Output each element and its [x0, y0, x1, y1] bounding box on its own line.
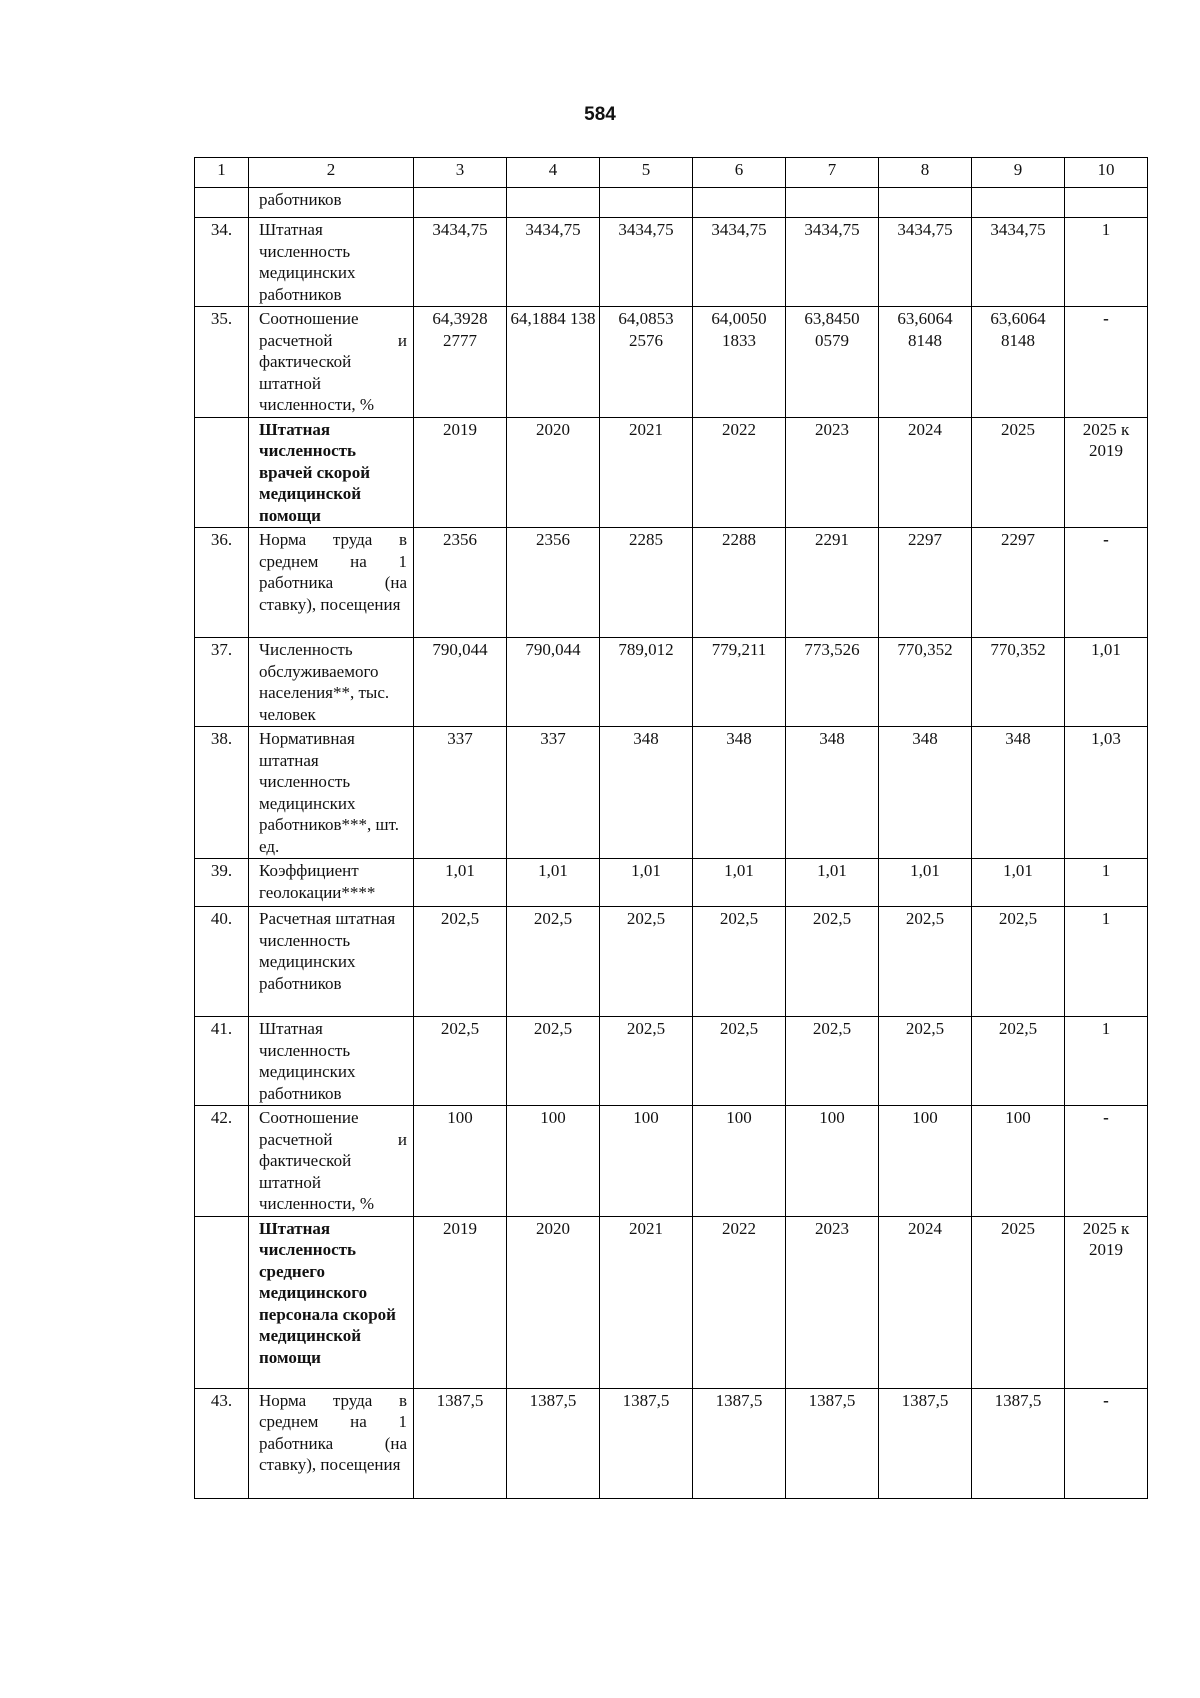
- value-cell: [972, 188, 1065, 218]
- column-number: 5: [600, 158, 693, 188]
- value-cell: 64,0050 1833: [693, 307, 786, 418]
- value-cell: 63,8450 0579: [786, 307, 879, 418]
- data-table: [194, 157, 1148, 1499]
- value-cell: 100: [507, 1106, 600, 1217]
- value-cell: 202,5: [693, 907, 786, 1017]
- value-cell: 2023: [786, 1216, 879, 1388]
- row-number: [195, 1216, 249, 1388]
- row-label: Штатная численность медицинских работников: [249, 1017, 414, 1106]
- ratio-cell: 2025 к 2019: [1065, 417, 1148, 528]
- value-cell: 2024: [879, 417, 972, 528]
- ratio-cell: 1: [1065, 1017, 1148, 1106]
- column-number: 4: [507, 158, 600, 188]
- value-cell: 1,01: [879, 859, 972, 907]
- column-number-header-row: [195, 158, 1148, 188]
- value-cell: 3434,75: [414, 218, 507, 307]
- value-cell: 1,01: [507, 859, 600, 907]
- value-cell: 202,5: [693, 1017, 786, 1106]
- row-label: Штатная численность среднего медицинского персонала скорой медицинской помощи: [249, 1216, 414, 1388]
- value-cell: 1387,5: [693, 1388, 786, 1498]
- row-label: Норма труда в среднем на 1 работника (на ставку), посещения: [249, 528, 414, 638]
- value-cell: 202,5: [879, 1017, 972, 1106]
- row-number: 36.: [195, 528, 249, 638]
- value-cell: 1,01: [972, 859, 1065, 907]
- table-row: [195, 1388, 1148, 1498]
- value-cell: 202,5: [414, 907, 507, 1017]
- row-label: работников: [249, 188, 414, 218]
- value-cell: 64,1884 138: [507, 307, 600, 418]
- row-number: 34.: [195, 218, 249, 307]
- value-cell: 63,6064 8148: [879, 307, 972, 418]
- value-cell: 1387,5: [879, 1388, 972, 1498]
- row-label: Коэффициент геолокации****: [249, 859, 414, 907]
- value-cell: 100: [600, 1106, 693, 1217]
- table-row: [195, 188, 1148, 218]
- ratio-cell: [1065, 188, 1148, 218]
- value-cell: 779,211: [693, 638, 786, 727]
- value-cell: 202,5: [972, 1017, 1065, 1106]
- table-row: [195, 307, 1148, 418]
- value-cell: 790,044: [414, 638, 507, 727]
- value-cell: 100: [414, 1106, 507, 1217]
- value-cell: 3434,75: [972, 218, 1065, 307]
- column-number: 9: [972, 158, 1065, 188]
- section-header-row: [195, 1216, 1148, 1388]
- value-cell: 202,5: [600, 1017, 693, 1106]
- value-cell: 1387,5: [507, 1388, 600, 1498]
- table-row: [195, 727, 1148, 859]
- row-number: 35.: [195, 307, 249, 418]
- ratio-cell: -: [1065, 528, 1148, 638]
- column-number: 3: [414, 158, 507, 188]
- value-cell: 1,01: [786, 859, 879, 907]
- table-row: [195, 638, 1148, 727]
- column-number: 2: [249, 158, 414, 188]
- value-cell: [600, 188, 693, 218]
- value-cell: 63,6064 8148: [972, 307, 1065, 418]
- value-cell: 1,01: [600, 859, 693, 907]
- ratio-cell: -: [1065, 1388, 1148, 1498]
- value-cell: 100: [693, 1106, 786, 1217]
- value-cell: 2288: [693, 528, 786, 638]
- value-cell: [507, 188, 600, 218]
- value-cell: 337: [507, 727, 600, 859]
- value-cell: 348: [693, 727, 786, 859]
- value-cell: 770,352: [972, 638, 1065, 727]
- column-number: 6: [693, 158, 786, 188]
- table-row: [195, 218, 1148, 307]
- row-label: Расчетная штатная численность медицинских работников: [249, 907, 414, 1017]
- value-cell: 3434,75: [879, 218, 972, 307]
- value-cell: 348: [600, 727, 693, 859]
- table-row: [195, 1017, 1148, 1106]
- ratio-cell: -: [1065, 307, 1148, 418]
- value-cell: 2019: [414, 417, 507, 528]
- value-cell: 2285: [600, 528, 693, 638]
- row-label: Нормативная штатная численность медицинских работников***, шт. ед.: [249, 727, 414, 859]
- value-cell: 1,01: [414, 859, 507, 907]
- value-cell: 1387,5: [414, 1388, 507, 1498]
- value-cell: 2023: [786, 417, 879, 528]
- value-cell: 202,5: [786, 1017, 879, 1106]
- value-cell: 202,5: [972, 907, 1065, 1017]
- value-cell: 2020: [507, 1216, 600, 1388]
- value-cell: 202,5: [414, 1017, 507, 1106]
- value-cell: 3434,75: [693, 218, 786, 307]
- value-cell: 770,352: [879, 638, 972, 727]
- row-number: 39.: [195, 859, 249, 907]
- value-cell: 64,0853 2576: [600, 307, 693, 418]
- ratio-cell: 1,01: [1065, 638, 1148, 727]
- row-number: 37.: [195, 638, 249, 727]
- value-cell: 2019: [414, 1216, 507, 1388]
- value-cell: 2022: [693, 417, 786, 528]
- page-number: 584: [584, 104, 616, 125]
- value-cell: 1,01: [693, 859, 786, 907]
- value-cell: 1387,5: [972, 1388, 1065, 1498]
- value-cell: 202,5: [600, 907, 693, 1017]
- ratio-cell: 1: [1065, 907, 1148, 1017]
- value-cell: 100: [786, 1106, 879, 1217]
- value-cell: 202,5: [507, 907, 600, 1017]
- value-cell: 3434,75: [600, 218, 693, 307]
- value-cell: 2021: [600, 1216, 693, 1388]
- value-cell: 789,012: [600, 638, 693, 727]
- column-number: 7: [786, 158, 879, 188]
- value-cell: 2297: [879, 528, 972, 638]
- row-label: Штатная численность врачей скорой медицинской помощи: [249, 417, 414, 528]
- row-label: Численность обслуживаемого населения**, тыс. человек: [249, 638, 414, 727]
- value-cell: 202,5: [786, 907, 879, 1017]
- ratio-cell: 2025 к 2019: [1065, 1216, 1148, 1388]
- section-header-row: [195, 417, 1148, 528]
- column-number: 10: [1065, 158, 1148, 188]
- value-cell: 2356: [414, 528, 507, 638]
- table-row: [195, 859, 1148, 907]
- value-cell: 348: [879, 727, 972, 859]
- value-cell: 3434,75: [786, 218, 879, 307]
- value-cell: [414, 188, 507, 218]
- row-number: [195, 188, 249, 218]
- value-cell: 100: [879, 1106, 972, 1217]
- value-cell: 100: [972, 1106, 1065, 1217]
- value-cell: 2022: [693, 1216, 786, 1388]
- value-cell: 2025: [972, 417, 1065, 528]
- value-cell: 2025: [972, 1216, 1065, 1388]
- row-label: Норма труда в среднем на 1 работника (на ставку), посещения: [249, 1388, 414, 1498]
- value-cell: 348: [786, 727, 879, 859]
- ratio-cell: 1: [1065, 218, 1148, 307]
- ratio-cell: -: [1065, 1106, 1148, 1217]
- column-number: 8: [879, 158, 972, 188]
- value-cell: 202,5: [879, 907, 972, 1017]
- row-number: 38.: [195, 727, 249, 859]
- value-cell: [879, 188, 972, 218]
- value-cell: 2356: [507, 528, 600, 638]
- value-cell: 773,526: [786, 638, 879, 727]
- value-cell: 202,5: [507, 1017, 600, 1106]
- column-number: 1: [195, 158, 249, 188]
- value-cell: 348: [972, 727, 1065, 859]
- value-cell: 2020: [507, 417, 600, 528]
- row-label: Соотношение расчетной и фактической штатной численности, %: [249, 1106, 414, 1217]
- row-label: Соотношение расчетной и фактической штатной численности, %: [249, 307, 414, 418]
- value-cell: 3434,75: [507, 218, 600, 307]
- value-cell: 790,044: [507, 638, 600, 727]
- ratio-cell: 1: [1065, 859, 1148, 907]
- value-cell: 2024: [879, 1216, 972, 1388]
- value-cell: [786, 188, 879, 218]
- ratio-cell: 1,03: [1065, 727, 1148, 859]
- row-label: Штатная численность медицинских работников: [249, 218, 414, 307]
- table-row: [195, 528, 1148, 638]
- value-cell: 1387,5: [600, 1388, 693, 1498]
- value-cell: 337: [414, 727, 507, 859]
- value-cell: 1387,5: [786, 1388, 879, 1498]
- table-row: [195, 907, 1148, 1017]
- row-number: 43.: [195, 1388, 249, 1498]
- value-cell: 64,3928 2777: [414, 307, 507, 418]
- value-cell: [693, 188, 786, 218]
- row-number: [195, 417, 249, 528]
- row-number: 42.: [195, 1106, 249, 1217]
- value-cell: 2291: [786, 528, 879, 638]
- row-number: 40.: [195, 907, 249, 1017]
- row-number: 41.: [195, 1017, 249, 1106]
- table-row: [195, 1106, 1148, 1217]
- value-cell: 2297: [972, 528, 1065, 638]
- value-cell: 2021: [600, 417, 693, 528]
